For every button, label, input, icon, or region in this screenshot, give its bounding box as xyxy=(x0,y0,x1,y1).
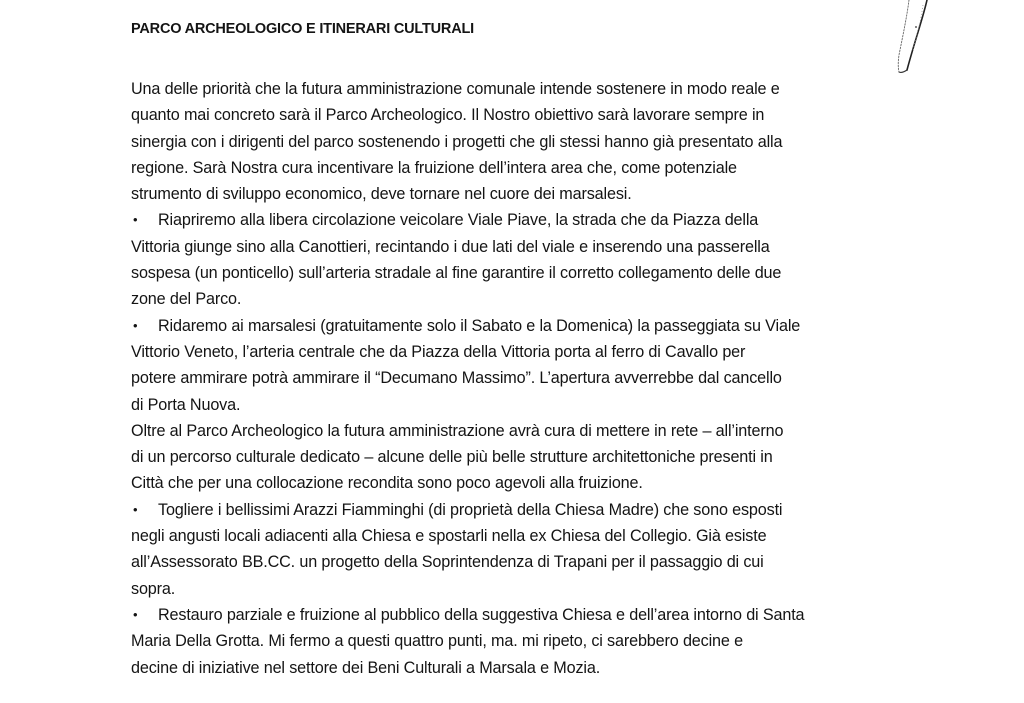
bullet-first-line xyxy=(131,207,891,233)
text-line: di Porta Nuova. xyxy=(131,395,241,414)
bullet-icon: • xyxy=(133,606,138,622)
text-line: Riapriremo alla libera circolazione veicolare Viale Piave, la strada che da Piazza della xyxy=(158,211,759,230)
text-line: zone del Parco. xyxy=(131,290,242,309)
text-line: Una delle priorità che la futura amministrazione comunale intende sostenere in modo reale e xyxy=(131,80,780,98)
bullet-first-line xyxy=(131,497,891,523)
bullet-item-santa-maria-della-grotta xyxy=(131,602,891,681)
document-title: PARCO ARCHEOLOGICO E ITINERARI CULTURALI xyxy=(131,21,474,37)
bullet-icon: • xyxy=(133,317,138,333)
text-line: Ridaremo ai marsalesi (gratuitamente solo il Sabato e la Domenica) la passeggiata su Viale xyxy=(158,316,801,335)
text-line: sopra. xyxy=(131,579,176,598)
text-line: strumento di sviluppo economico, deve tornare nel cuore dei marsalesi. xyxy=(131,185,632,204)
text-line: sinergia con i dirigenti del parco sostenendo i progetti che gli stessi hanno già presentato alla xyxy=(131,132,783,151)
text-line: Vittorio Veneto, l’arteria centrale che da Piazza della Vittoria porta al ferro di Cavallo per xyxy=(131,342,746,361)
text-line: Restauro parziale e fruizione al pubblico della suggestiva Chiesa e dell’area intorno di Santa xyxy=(158,605,805,624)
text-line: Città che per una collocazione recondita sono poco agevoli alla fruizione. xyxy=(131,474,643,493)
document-body xyxy=(131,76,891,681)
text-line: all’Assessorato BB.CC. un progetto della Soprintendenza di Trapani per il passaggio di cui xyxy=(131,553,764,572)
text-line: negli angusti locali adiacenti alla Chiesa e spostarli nella ex Chiesa del Collegio. Già esiste xyxy=(131,527,767,546)
handwritten-signature-icon xyxy=(895,0,945,80)
text-line: regione. Sarà Nostra cura incentivare la fruizione dell’intera area che, come potenziale xyxy=(131,158,737,177)
text-line: Togliere i bellissimi Arazzi Fiamminghi (di proprietà della Chiesa Madre) che sono esposti xyxy=(158,500,783,519)
bullet-item-arazzi-fiamminghi xyxy=(131,497,891,602)
bullet-item-viale-vittorio-veneto xyxy=(131,313,891,418)
text-line: Vittoria giunge sino alla Canottieri, recintando i due lati del viale e inserendo una passerella xyxy=(131,237,770,256)
bullet-icon: • xyxy=(133,501,138,517)
text-line: decine di iniziative nel settore dei Beni Culturali a Marsala e Mozia. xyxy=(131,658,601,677)
text-line: potere ammirare potrà ammirare il “Decumano Massimo”. L’apertura avverrebbe dal cancello xyxy=(131,369,782,388)
intro-paragraph xyxy=(131,76,891,207)
bullet-first-line xyxy=(131,602,891,628)
text-line: di un percorso culturale dedicato – alcune delle più belle strutture architettoniche presenti in xyxy=(131,448,773,467)
text-line: quanto mai concreto sarà il Parco Archeologico. Il Nostro obiettivo sarà lavorare sempre in xyxy=(131,106,765,125)
text-line: sospesa (un ponticello) sull’arteria stradale al fine garantire il corretto collegamento delle due xyxy=(131,264,782,283)
bullet-item-viale-piave xyxy=(131,207,891,312)
middle-paragraph xyxy=(131,418,891,497)
text-line: Maria Della Grotta. Mi fermo a questi quattro punti, ma. mi ripeto, ci sarebbero decine e xyxy=(131,632,743,651)
bullet-first-line xyxy=(131,313,891,339)
bullet-icon: • xyxy=(133,212,138,228)
text-line: Oltre al Parco Archeologico la futura amministrazione avrà cura di mettere in rete – all’interno xyxy=(131,421,784,440)
